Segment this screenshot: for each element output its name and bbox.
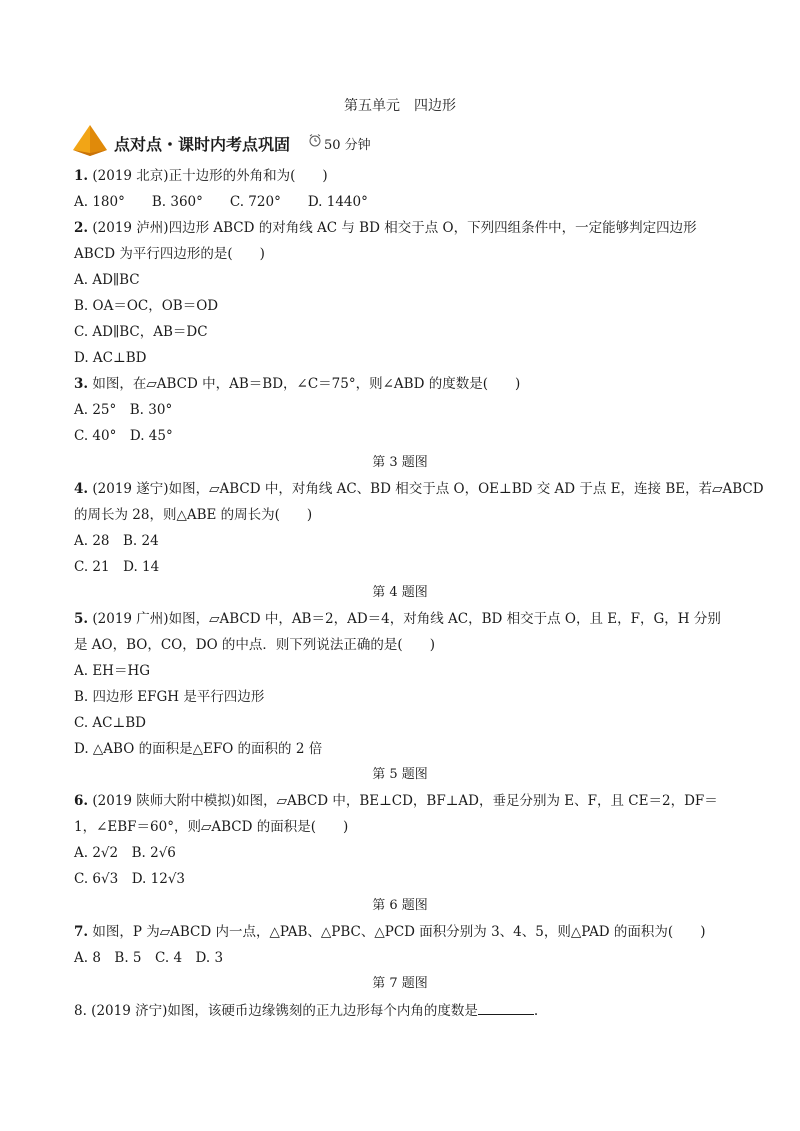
figure-caption-7: 第 7 题图: [372, 976, 428, 991]
question-text: (2019 广州)如图，▱ABCD 中，AB＝2，AD＝4，对角线 AC，BD 相交于点 O，且 E，F，G，H 分别: [88, 611, 721, 627]
pyramid-icon: [70, 124, 110, 158]
question-6-continued: 1，∠EBF＝60°，则▱ABCD 的面积是( ): [74, 819, 349, 835]
question-6-options-ab: A. 2√2 B. 2√6: [74, 845, 176, 861]
question-5-option-c: C. AC⊥BD: [74, 715, 146, 731]
question-2-option-c: C. AD∥BC，AB＝DC: [74, 324, 208, 340]
banner-title: 点对点・课时内考点巩固: [114, 135, 291, 154]
question-number: 2.: [74, 220, 89, 236]
question-text: 8. (2019 济宁)如图，该硬币边缘镌刻的正九边形每个内角的度数是: [74, 1003, 478, 1019]
question-number: 6.: [74, 793, 89, 809]
question-8: [74, 1002, 538, 1020]
question-number: 3.: [74, 376, 89, 392]
answer-blank: [478, 1002, 534, 1015]
question-5: [74, 610, 721, 628]
question-text: (2019 遂宁)如图，▱ABCD 中，对角线 AC、BD 相交于点 O，OE⊥BD 交 AD 于点 E，连接 BE，若▱ABCD: [88, 481, 764, 497]
question-2-continued: ABCD 为平行四边形的是( ): [74, 246, 265, 262]
question-3-options-cd: C. 40° D. 45°: [74, 428, 173, 444]
question-end: .: [533, 1003, 539, 1019]
question-6: [74, 792, 718, 810]
question-5-option-d: D. △ABO 的面积是△EFO 的面积的 2 倍: [74, 741, 323, 757]
question-5-option-b: B. 四边形 EFGH 是平行四边形: [74, 689, 265, 705]
question-number: 7.: [74, 924, 89, 940]
question-text: (2019 北京)正十边形的外角和为( ): [88, 168, 328, 184]
question-2: [74, 219, 697, 237]
question-7-options: A. 8 B. 5 C. 4 D. 3: [74, 950, 224, 966]
question-text: (2019 陕师大附中模拟)如图，▱ABCD 中，BE⊥CD，BF⊥AD，垂足分别为 E、F，且 CE＝2，DF＝: [88, 793, 718, 809]
figure-caption-5: 第 5 题图: [372, 767, 428, 782]
figure-caption-3: 第 3 题图: [372, 455, 428, 470]
question-4-options-cd: C. 21 D. 14: [74, 559, 160, 575]
question-1: [74, 167, 328, 185]
alarm-clock-icon: [308, 133, 322, 147]
time-label: 50 分钟: [324, 138, 371, 153]
question-number: 5.: [74, 611, 89, 627]
question-6-options-cd: C. 6√3 D. 12√3: [74, 871, 186, 887]
question-4-options-ab: A. 28 B. 24: [74, 533, 159, 549]
page-title: 第五单元 四边形: [344, 98, 456, 114]
section-banner: [70, 124, 470, 158]
question-2-option-d: D. AC⊥BD: [74, 350, 147, 366]
question-5-option-a: A. EH＝HG: [74, 663, 151, 679]
question-3-options-ab: A. 25° B. 30°: [74, 402, 173, 418]
question-3: [74, 375, 520, 393]
question-text: (2019 泸州)四边形 ABCD 的对角线 AC 与 BD 相交于点 O，下列四组条件中，一定能够判定四边形: [88, 220, 697, 236]
figure-caption-4: 第 4 题图: [372, 585, 428, 600]
question-text: 如图，在▱ABCD 中，AB＝BD，∠C＝75°，则∠ABD 的度数是( ): [88, 376, 521, 392]
question-number: 4.: [74, 481, 89, 497]
question-2-option-b: B. OA＝OC，OB＝OD: [74, 298, 219, 314]
question-4-continued: 的周长为 28，则△ABE 的周长为( ): [74, 507, 313, 523]
question-2-option-a: A. AD∥BC: [74, 272, 140, 288]
question-7: [74, 923, 705, 941]
figure-caption-6: 第 6 题图: [372, 898, 428, 913]
question-4: [74, 480, 764, 498]
question-number: 1.: [74, 168, 89, 184]
question-5-continued: 是 AO，BO，CO，DO 的中点．则下列说法正确的是( ): [74, 637, 435, 653]
question-1-options: A. 180° B. 360° C. 720° D. 1440°: [74, 194, 368, 210]
question-text: 如图，P 为▱ABCD 内一点，△PAB、△PBC、△PCD 面积分别为 3、4、5，则△PAD 的面积为( ): [88, 924, 706, 940]
